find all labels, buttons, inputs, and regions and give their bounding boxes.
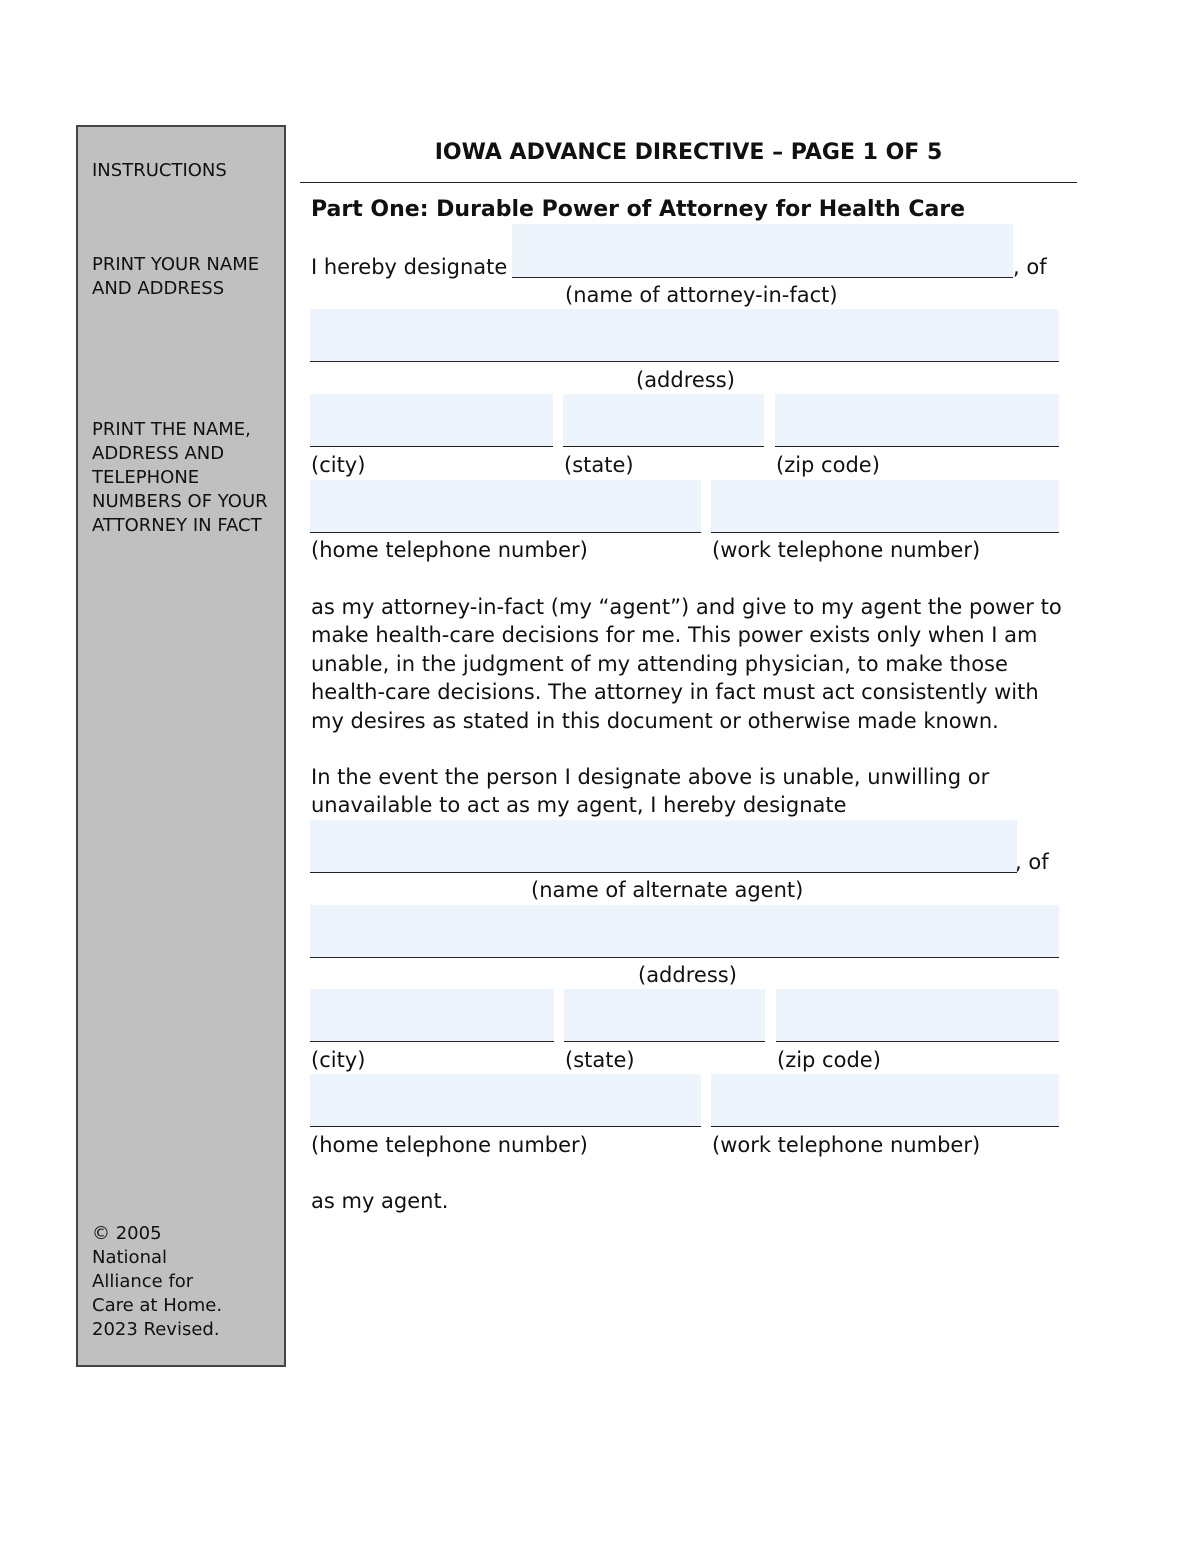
instructions-sidebar bbox=[76, 125, 286, 1367]
attorney-state-field[interactable] bbox=[563, 394, 764, 447]
alternate-name-field[interactable] bbox=[310, 820, 1017, 873]
print-attorney-instruction: PRINT THE NAME, ADDRESS AND TELEPHONE NUMBERS OF YOUR ATTORNEY IN FACT bbox=[92, 419, 268, 536]
attorney-zip-caption: (zip code) bbox=[776, 453, 880, 477]
alternate-work-phone-field[interactable] bbox=[711, 1074, 1059, 1127]
alternate-state-field[interactable] bbox=[564, 989, 765, 1042]
attorney-city-field[interactable] bbox=[310, 394, 553, 447]
alternate-home-phone-field[interactable] bbox=[310, 1074, 701, 1127]
alternate-address-caption: (address) bbox=[638, 963, 737, 987]
copyright-line: 2023 Revised. bbox=[92, 1319, 220, 1340]
copyright-line: Care at Home. bbox=[92, 1295, 223, 1316]
alternate-name-caption: (name of alternate agent) bbox=[531, 878, 804, 902]
attorney-name-caption: (name of attorney-in-fact) bbox=[565, 283, 838, 307]
instructions-label: INSTRUCTIONS bbox=[92, 160, 227, 181]
designate-prefix: I hereby designate bbox=[311, 255, 508, 279]
attorney-home-phone-caption: (home telephone number) bbox=[311, 538, 588, 562]
alternate-city-field[interactable] bbox=[310, 989, 554, 1042]
part-one-heading: Part One: Durable Power of Attorney for Health Care bbox=[311, 197, 966, 222]
closing-text: as my agent. bbox=[311, 1189, 449, 1213]
alternate-home-phone-caption: (home telephone number) bbox=[311, 1133, 588, 1157]
attorney-name-field[interactable] bbox=[512, 224, 1013, 278]
alternate-zip-field[interactable] bbox=[776, 989, 1059, 1042]
alternate-work-phone-caption: (work telephone number) bbox=[712, 1133, 981, 1157]
attorney-state-caption: (state) bbox=[564, 453, 634, 477]
copyright-notice bbox=[92, 1222, 277, 1342]
alternate-state-caption: (state) bbox=[565, 1048, 635, 1072]
alternate-city-caption: (city) bbox=[311, 1048, 366, 1072]
attorney-address-field[interactable] bbox=[310, 309, 1059, 362]
attorney-city-caption: (city) bbox=[311, 453, 366, 477]
print-name-instruction: PRINT YOUR NAME AND ADDRESS bbox=[92, 254, 260, 299]
copyright-line: Alliance for bbox=[92, 1271, 194, 1292]
copyright-line: National bbox=[92, 1247, 168, 1268]
attorney-home-phone-field[interactable] bbox=[310, 480, 701, 533]
attorney-address-caption: (address) bbox=[636, 368, 735, 392]
alternate-address-field[interactable] bbox=[310, 905, 1059, 958]
page-title: IOWA ADVANCE DIRECTIVE – PAGE 1 OF 5 bbox=[434, 140, 943, 165]
copyright-line: © 2005 bbox=[92, 1223, 162, 1244]
power-paragraph: as my attorney-in-fact (my “agent”) and give to my agent the power to make health-care decisions for me. This power exists only when I am unable, in the judgment of my attending physician, to make those health-care decisions. The attorney in fact must act consistently with my desires as stated in this document or otherwise made known. bbox=[311, 595, 1062, 733]
alternate-zip-caption: (zip code) bbox=[777, 1048, 881, 1072]
attorney-work-phone-caption: (work telephone number) bbox=[712, 538, 981, 562]
attorney-zip-field[interactable] bbox=[775, 394, 1059, 447]
alternate-of-suffix: , of bbox=[1015, 850, 1049, 874]
attorney-work-phone-field[interactable] bbox=[711, 480, 1059, 533]
alternate-paragraph: In the event the person I designate above is unable, unwilling or unavailable to act as my agent, I hereby designate bbox=[311, 765, 990, 818]
title-divider bbox=[300, 182, 1077, 183]
of-suffix: , of bbox=[1013, 255, 1047, 279]
